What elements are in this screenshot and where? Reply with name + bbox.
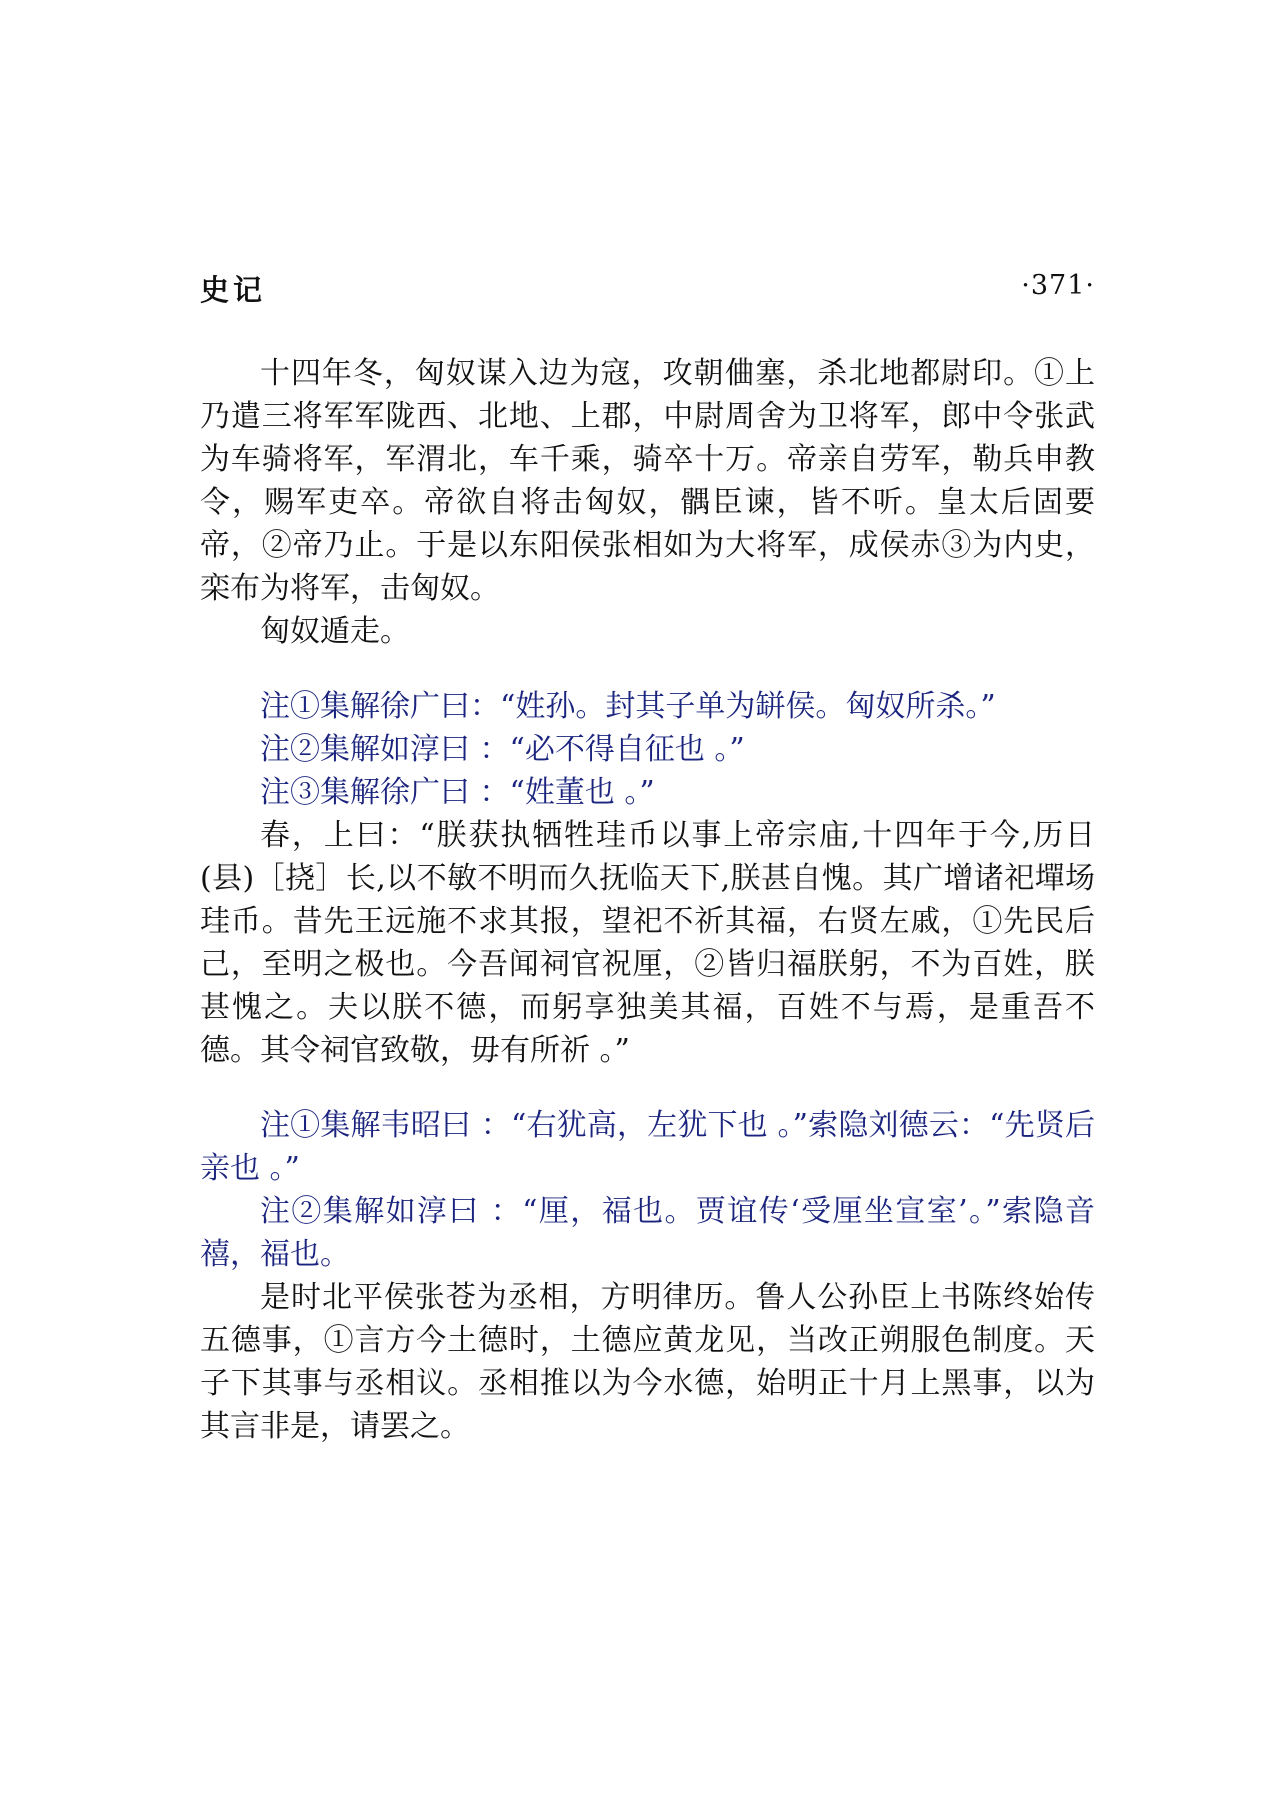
book-title: 史记 <box>200 273 267 307</box>
annotation-note-2: 注②集解如淳曰 ：“必不得自征也 。” <box>260 732 745 767</box>
annotation-note-3: 注③集解徐广曰 ：“姓董也 。” <box>260 775 655 810</box>
page-header <box>200 268 1095 312</box>
paragraph-xiongnu-flee: 匈奴遁走。 <box>260 614 410 649</box>
main-text <box>200 352 1095 1448</box>
paragraph-spring-edict: 春，上曰：“朕获执牺牲珪币以事上帝宗庙,十四年于今,历日(县)［挠］长,以不敏不明而久抚临天下,朕甚自愧。其广增诸祀墠场珪币。昔先王远施不求其报，望祀不祈其福，右贤左戚，①先民后己，至明之极也。今吾闻祠官祝厘，②皆归福朕躬，不为百姓，朕甚愧之。夫以朕不德，而躬享独美其福，百姓不与焉，是重吾不德。其令祠官致敬，毋有所祈 。” <box>200 818 1095 1068</box>
paragraph-zhang-cang: 是时北平侯张苍为丞相，方明律历。鲁人公孙臣上书陈终始传五德事，①言方今土德时，土德应黄龙见，当改正朔服色制度。天子下其事与丞相议。丞相推以为今水德，始明正十月上黑事，以为其言非是，请罢之。 <box>200 1280 1095 1444</box>
annotation-note-5: 注②集解如淳曰 ：“厘，福也。贾谊传‘受厘坐宣室’。”索隐音禧，福也。 <box>200 1194 1095 1272</box>
annotation-note-1: 注①集解徐广曰：“姓孙。封其子单为缾侯。匈奴所杀。” <box>260 689 996 724</box>
paragraph-military-campaign: 十四年冬，匈奴谋入边为寇，攻朝㑋塞，杀北地都尉印。①上乃遣三将军军陇西、北地、上郡，中尉周舍为卫将军，郎中令张武为车骑将军，军渭北，车千乘，骑卒十万。帝亲自劳军，勒兵申教令，赐军吏卒。帝欲自将击匈奴，髃臣谏，皆不听。皇太后固要帝，②帝乃止。于是以东阳侯张相如为大将军，成侯赤③为内史，栾布为将军，击匈奴。 <box>200 356 1095 606</box>
page-number: ·371· <box>1021 270 1095 301</box>
annotation-note-4: 注①集解韦昭曰 ：“右犹高，左犹下也 。”索隐刘德云：“先贤后亲也 。” <box>200 1108 1095 1186</box>
